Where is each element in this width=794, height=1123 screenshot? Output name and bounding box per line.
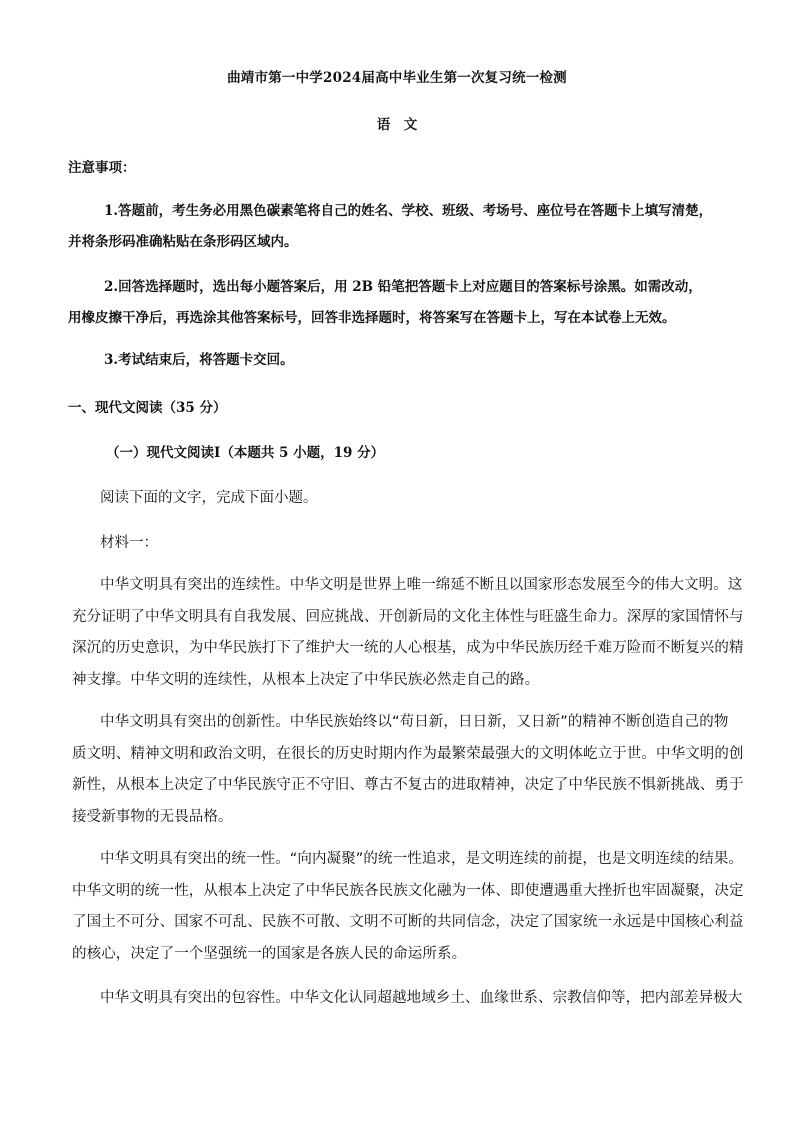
reading-instruction: 阅读下面的文字，完成下面小题。 — [100, 490, 318, 506]
paragraph-line: 深沉的历史意识，为中华民族打下了维护大一统的人心根基，成为中华民族历经千难万险而不断复兴的精 — [72, 640, 744, 656]
paragraph-line: 质文明、精神文明和政治文明，在很长的历史时期内作为最繁荣最强大的文明体屹立于世。中华文明的创 — [72, 745, 744, 762]
subsection-heading: （一）现代文阅读Ⅰ（本题共 5 小题，19 分） — [106, 445, 385, 461]
paragraph-inclusiveness — [72, 983, 743, 1015]
paragraph-line: 中华文明的统一性，从根本上决定了中华民族各民族文化融为一体、即使遭遇重大挫折也牢固凝聚，决定 — [72, 882, 744, 899]
exam-subject: 语 文 — [376, 117, 418, 133]
paragraph-continuity — [72, 570, 744, 696]
notice-line: 1.答题前，考生务必用黑色碳素笔将自己的姓名、学校、班级、考场号、座位号在答题卡上填写清楚， — [104, 203, 713, 219]
paragraph-innovation — [72, 707, 744, 833]
paragraph-line: 中华文明具有突出的包容性。中华文化认同超越地域乡土、血缘世系、宗教信仰等，把内部差异极大 — [100, 990, 743, 1006]
paragraph-line: 的核心，决定了一个坚强统一的国家是各族人民的命运所系。 — [72, 945, 467, 962]
notice-item-2 — [68, 272, 728, 334]
notice-heading: 注意事项： — [68, 160, 136, 176]
paragraph-line: 接受新事物的无畏品格。 — [72, 808, 233, 825]
material-label: 材料一： — [100, 535, 158, 551]
notice-item-1 — [68, 196, 728, 258]
paragraph-line: 中华文明具有突出的统一性。“向内凝聚”的统一性追求，是文明连续的前提，也是文明连续的结果。 — [100, 851, 744, 867]
notice-item-3 — [68, 345, 728, 376]
section-heading: 一、现代文阅读（35 分） — [68, 400, 227, 416]
paragraph-line: 中华文明具有突出的创新性。中华民族始终以“苟日新，日日新，又日新”的精神不断创造自己的物 — [100, 714, 729, 730]
paragraph-line: 充分证明了中华文明具有自我发展、回应挑战、开创新局的文化主体性与旺盛生命力。深厚的家国情怀与 — [72, 608, 744, 625]
paragraph-line: 了国土不可分、国家不可乱、民族不可散、文明不可断的共同信念，决定了国家统一永远是中国核心利益 — [72, 914, 744, 930]
paragraph-unity — [72, 844, 744, 970]
notice-line: 用橡皮擦干净后，再选涂其他答案标号，回答非选择题时，将答案写在答题卡上，写在本试卷上无效。 — [68, 310, 676, 326]
notice-line: 2.回答选择题时，选出每小题答案后，用 2B 铅笔把答题卡上对应题目的答案标号涂黑。如需改动， — [104, 279, 702, 295]
paragraph-line: 新性，从根本上决定了中华民族守正不守旧、尊古不复古的进取精神，决定了中华民族不惧新挑战、勇于 — [72, 777, 744, 793]
notice-line: 3.考试结束后，将答题卡交回。 — [104, 352, 294, 368]
paragraph-line: 神支撑。中华文明的连续性，从根本上决定了中华民族必然走自己的路。 — [72, 671, 540, 688]
paragraph-line: 中华文明具有突出的连续性。中华文明是世界上唯一绵延不断且以国家形态发展至今的伟大文明。这 — [100, 577, 743, 593]
exam-title: 曲靖市第一中学2024届高中毕业生第一次复习统一检测 — [227, 70, 567, 86]
notice-line: 并将条形码准确粘贴在条形码区域内。 — [68, 234, 298, 250]
